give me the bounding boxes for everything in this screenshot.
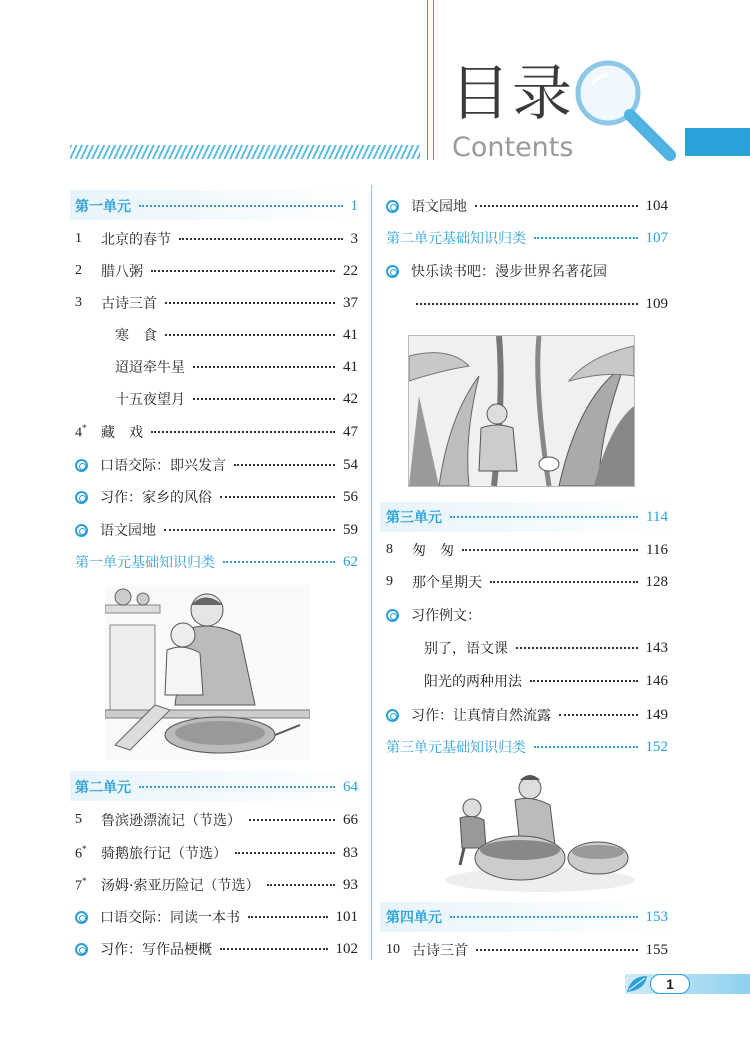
page-subtitle: Contents	[452, 132, 574, 163]
toc-entry[interactable]: 6* 骑鹅旅行记（节选） 83	[75, 843, 358, 862]
toc-entry-sub[interactable]: 寒 食 41	[115, 326, 358, 344]
toc-entry[interactable]: 7* 汤姆·索亚历险记（节选） 93	[75, 875, 358, 894]
toc-entry-unit-3[interactable]: 第三单元 114	[386, 508, 668, 526]
toc-entry-activity[interactable]: 习作：写作品梗概 102	[75, 937, 358, 961]
target-circle-icon	[75, 943, 88, 956]
target-circle-icon	[386, 265, 399, 278]
toc-entry-unit-2[interactable]: 第二单元 64	[75, 778, 358, 796]
header-accent-block	[685, 128, 750, 156]
toc-entry-unit-1[interactable]: 第一单元 1	[75, 197, 358, 215]
toc-entry-activity[interactable]: 口语交际：同读一本书 101	[75, 905, 358, 929]
toc-entry-continuation[interactable]: 109	[386, 292, 668, 316]
toc-entry-summary[interactable]: 第一单元基础知识归类 62	[75, 553, 358, 571]
target-circle-icon	[386, 200, 399, 213]
toc-entry-activity[interactable]: 习作例文：	[386, 603, 668, 627]
page-number: 1	[650, 974, 690, 994]
page-title: 目录	[450, 59, 574, 129]
toc-entry-activity[interactable]: 语文园地 59	[75, 518, 358, 542]
toc-entry-sub[interactable]: 十五夜望月 42	[115, 390, 358, 408]
target-circle-icon	[75, 911, 88, 924]
header-rule	[427, 0, 428, 160]
toc-entry-activity[interactable]: 口语交际：即兴发言 54	[75, 453, 358, 477]
toc-entry-activity[interactable]: 习作：家乡的风俗 56	[75, 485, 358, 509]
target-circle-icon	[75, 524, 88, 537]
toc-entry[interactable]: 9 那个星期天 128	[386, 573, 668, 591]
toc-entry-summary[interactable]: 第二单元基础知识归类 107	[386, 229, 668, 247]
toc-entry-unit-4[interactable]: 第四单元 153	[386, 908, 668, 926]
target-circle-icon	[75, 459, 88, 472]
toc-entry[interactable]: 10 古诗三首 155	[386, 941, 668, 959]
toc-entry[interactable]: 4* 藏 戏 47	[75, 422, 358, 441]
toc-entry-activity[interactable]: 习作：让真情自然流露 149	[386, 703, 668, 727]
illustration-grandmother-child	[105, 585, 310, 760]
illustration-mother-child-baskets	[440, 770, 635, 895]
leaf-icon	[625, 972, 651, 996]
illustration-forest-scene	[408, 335, 635, 487]
toc-entry-sub[interactable]: 阳光的两种用法 146	[424, 672, 668, 690]
toc-entry[interactable]: 2 腊八粥 22	[75, 262, 358, 280]
toc-entry-summary[interactable]: 第三单元基础知识归类 152	[386, 738, 668, 756]
header-rule	[433, 0, 434, 160]
header-hatch-band	[70, 145, 420, 159]
target-circle-icon	[386, 709, 399, 722]
toc-entry-activity[interactable]: 语文园地 104	[386, 194, 668, 218]
column-divider	[371, 185, 372, 960]
toc-entry[interactable]: 3 古诗三首 37	[75, 294, 358, 312]
toc-entry[interactable]: 8 匆 匆 116	[386, 541, 668, 559]
target-circle-icon	[386, 609, 399, 622]
target-circle-icon	[75, 491, 88, 504]
toc-entry[interactable]: 1 北京的春节 3	[75, 230, 358, 248]
magnifier-icon	[570, 55, 680, 165]
toc-entry-sub[interactable]: 别了，语文课 143	[424, 639, 668, 657]
toc-entry-activity[interactable]: 快乐读书吧：漫步世界名著花园	[386, 259, 668, 283]
toc-entry[interactable]: 5 鲁滨逊漂流记（节选） 66	[75, 811, 358, 829]
toc-entry-sub[interactable]: 迢迢牵牛星 41	[115, 358, 358, 376]
